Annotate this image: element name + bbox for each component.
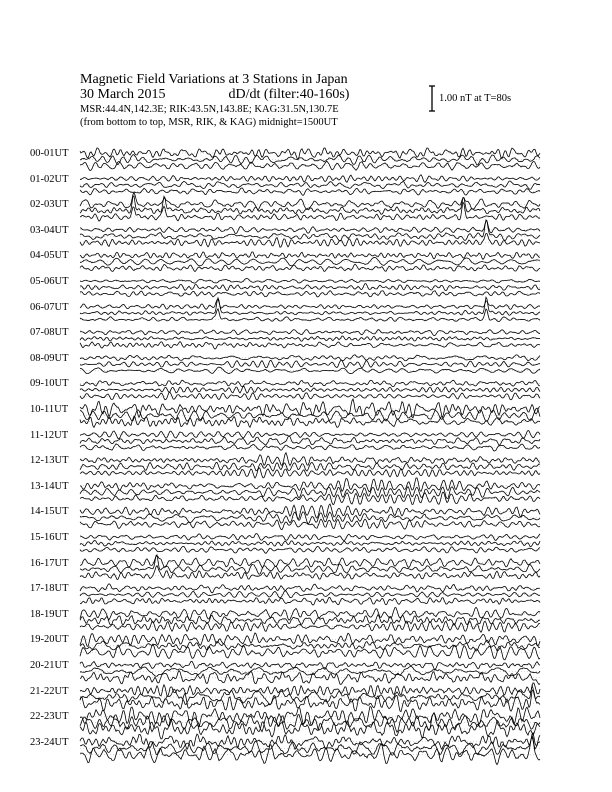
hour-row-label: 00-01UT [30, 148, 69, 159]
hour-row-label: 02-03UT [30, 199, 69, 211]
hour-row-label: 07-08UT [30, 327, 69, 339]
trace-msr [80, 737, 540, 764]
hour-row-label: 01-02UT [30, 173, 69, 185]
trace-rik [80, 541, 540, 547]
chart-title: Magnetic Field Variations at 3 Stations in Japan [80, 72, 348, 87]
hour-row-label: 03-04UT [30, 224, 69, 236]
trace-kag [80, 504, 540, 519]
quantity-label: dD/dt (filter:40-160s) [228, 87, 350, 102]
hour-row-label: 17-18UT [30, 583, 69, 595]
trace-kag [80, 330, 540, 336]
trace-rik [80, 386, 540, 393]
trace-msr [80, 202, 540, 221]
hour-row-label: 11-12UT [30, 429, 69, 441]
trace-kag [80, 661, 540, 669]
trace-msr [80, 444, 540, 451]
trace-msr [80, 644, 540, 660]
trace-kag [80, 148, 540, 160]
hour-row-label: 12-13UT [30, 455, 69, 467]
hour-row-label: 15-16UT [30, 532, 69, 543]
trace-kag [80, 221, 540, 234]
date-label: 30 March 2015 [80, 87, 166, 102]
trace-kag [80, 299, 540, 309]
trace-msr [80, 264, 540, 271]
hour-row-label: 20-21UT [30, 660, 69, 671]
trace-kag [80, 252, 540, 259]
hour-row-label: 14-15UT [30, 506, 69, 518]
trace-kag [80, 683, 540, 696]
trace-rik [80, 297, 540, 315]
hour-row-label: 18-19UT [30, 608, 69, 620]
trace-kag [80, 193, 540, 210]
trace-rik [80, 555, 540, 574]
trace-msr [80, 188, 540, 196]
hour-row-label: 13-14UT [30, 480, 69, 492]
trace-msr [80, 309, 540, 322]
hour-row-label: 06-07UT [30, 301, 69, 313]
trace-msr [80, 597, 540, 605]
trace-rik [80, 284, 540, 291]
trace-rik [80, 155, 540, 165]
hour-row-label: 21-22UT [30, 685, 69, 697]
hour-row-label: 09-10UT [30, 378, 69, 390]
trace-rik [80, 360, 540, 367]
trace-kag [80, 707, 540, 727]
trace-rik [80, 196, 540, 214]
hour-row-label: 04-05UT [30, 250, 69, 262]
hour-row-label: 10-11UT [30, 404, 69, 415]
hour-row-label: 05-06UT [30, 276, 69, 287]
hour-row-label: 19-20UT [30, 634, 69, 646]
hour-row-label: 22-23UT [30, 711, 69, 723]
scale-bar-label: 1.00 nT at T=80s [439, 93, 512, 104]
trace-rik [80, 436, 540, 445]
hour-row-label: 23-24UT [30, 736, 69, 748]
hour-row-label: 16-17UT [30, 557, 69, 569]
hour-row-label: 08-09UT [30, 352, 69, 364]
trace-rik [80, 686, 540, 705]
trace-msr [80, 671, 540, 685]
trace-msr [80, 342, 540, 350]
trace-msr [80, 468, 540, 478]
trace-rik [80, 336, 540, 341]
station-order-note: (from bottom to top, MSR, RIK, & KAG) midnight=1500UT [80, 117, 338, 128]
trace-rik [80, 257, 540, 266]
trace-msr [80, 367, 540, 374]
trace-kag [80, 478, 540, 492]
station-coordinates: MSR:44.4N,142.3E; RIK:43.5N,143.8E; KAG:31.5N,130.7E [80, 104, 339, 115]
trace-kag [80, 556, 540, 568]
trace-kag [80, 380, 540, 387]
